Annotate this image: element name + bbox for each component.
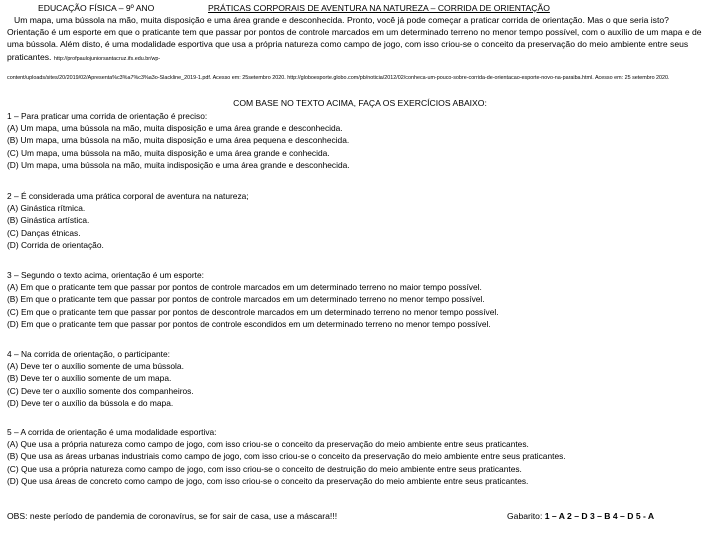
intro-paragraph (7, 14, 713, 63)
question-5 (7, 426, 713, 487)
answer-key (507, 511, 654, 521)
option-d: (D) Corrida de orientação. (7, 239, 104, 250)
option-c: (C) Deve ter o auxílio somente dos companheiros. (7, 385, 194, 396)
mask-notice: OBS: neste período de pandemia de coronavírus, se for sair de casa, use a máscara!!! (7, 511, 338, 521)
option-c: (C) Em que o praticante tem que passar por pontos de descontrole marcados em um determinado terreno no menor tempo possível. (7, 306, 499, 317)
option-b: (B) Em que o praticante tem que passar por pontos de controle marcados em um determinado terreno no menor tempo possível. (7, 294, 485, 305)
question-stem: 1 – Para praticar uma corrida de orientação é preciso: (7, 111, 208, 121)
option-a: (A) Deve ter o auxílio somente de uma bússola. (7, 361, 184, 372)
answer-key-values: 1 – A 2 – D 3 – B 4 – D 5 - A (544, 511, 655, 521)
option-a: (A) Um mapa, uma bússola na mão, muita disposição e uma área grande e desconhecida. (7, 123, 343, 134)
option-b: (B) Deve ter o auxílio somente de um mapa. (7, 373, 172, 384)
option-b: (B) Um mapa, uma bússola na mão, muita disposição e uma área pequena e desconhecida. (7, 135, 350, 146)
question-1 (7, 110, 713, 171)
option-d: (D) Um mapa, uma bússola na mão, muita indisposição e uma área grande e desconhecida. (7, 159, 350, 170)
option-b: (B) Que usa as áreas urbanas industriais como campo de jogo, com isso criou-se o conceito da preservação do meio ambiente entre seus praticantes. (7, 451, 566, 462)
question-stem: 5 – A corrida de orientação é uma modalidade esportiva: (7, 427, 217, 437)
question-stem: 4 – Na corrida de orientação, o participante: (7, 349, 170, 359)
option-c: (C) Um mapa, uma bússola na mão, muita disposição e uma área grande e conhecida. (7, 147, 330, 158)
question-3 (7, 269, 713, 330)
answer-key-label: Gabarito: (507, 511, 543, 521)
reference-link: http://profpaulojuniorsantacruz.ifs.edu.br/wp- (53, 55, 161, 62)
subject-header: EDUCAÇÃO FÍSICA – 9º ANO (38, 3, 155, 13)
option-a: (A) Ginástica rítmica. (7, 203, 86, 214)
option-c: (C) Que usa a própria natureza como campo de jogo, com isso criou-se o conceito de destruição do meio ambiente entre seus praticantes. (7, 463, 522, 474)
question-stem: 3 – Segundo o texto acima, orientação é um esporte: (7, 270, 204, 280)
instructions: COM BASE NO TEXTO ACIMA, FAÇA OS EXERCÍCIOS ABAIXO: (233, 98, 487, 108)
question-4 (7, 348, 713, 409)
intro-text: Um mapa, uma bússola na mão, muita disposição e uma área grande e desconhecida. Pronto, você já pode começar a praticar corrida de orientação. Mas o que seria isto? Orientação é um esporte em que o praticante tem que passar por pontos de controle marcados em um determinado terreno no menor tempo possível, com o auxílio de um mapa e de uma bússola. Além disto, é uma modalidade esportiva que usa a própria natureza como campo de jogo, com isso criou-se o conceito da preservação do meio ambiente entre seus praticantes. (7, 15, 702, 62)
option-d: (D) Em que o praticante tem que passar por pontos de controle escondidos em um determinado terreno no menor tempo possível. (7, 318, 491, 329)
reference-continuation: content/uploads/sites/20/2019/02/Apresenta%c3%a7%c3%a3o-Slackline_2019-1.pdf. Acesso em: 25setembro 2020. http://globoesporte.globo.com/pb/noticia/2012/02/conheca-um-pouco-sobre-corrida-de-orientacao-esporte-novo-na-paraiba.html. Acesso em: 25 setembro 2020. (7, 75, 670, 81)
option-d: (D) Que usa áreas de concreto como campo de jogo, com isso criou-se o conceito da preservação do meio ambiente entre seus praticantes. (7, 475, 529, 486)
option-a: (A) Que usa a própria natureza como campo de jogo, com isso criou-se o conceito da preservação do meio ambiente entre seus praticantes. (7, 439, 529, 450)
option-a: (A) Em que o praticante tem que passar por pontos de controle marcados em um determinado terreno no maior tempo possível. (7, 282, 482, 293)
question-stem: 2 – É considerada uma prática corporal de aventura na natureza; (7, 191, 249, 201)
option-d: (D) Deve ter o auxílio da bússola e do mapa. (7, 397, 174, 408)
topic-title: PRÁTICAS CORPORAIS DE AVENTURA NA NATUREZA – CORRIDA DE ORIENTAÇÃO (208, 3, 550, 13)
option-b: (B) Ginástica artística. (7, 215, 90, 226)
option-c: (C) Danças étnicas. (7, 227, 81, 238)
question-2 (7, 190, 713, 251)
